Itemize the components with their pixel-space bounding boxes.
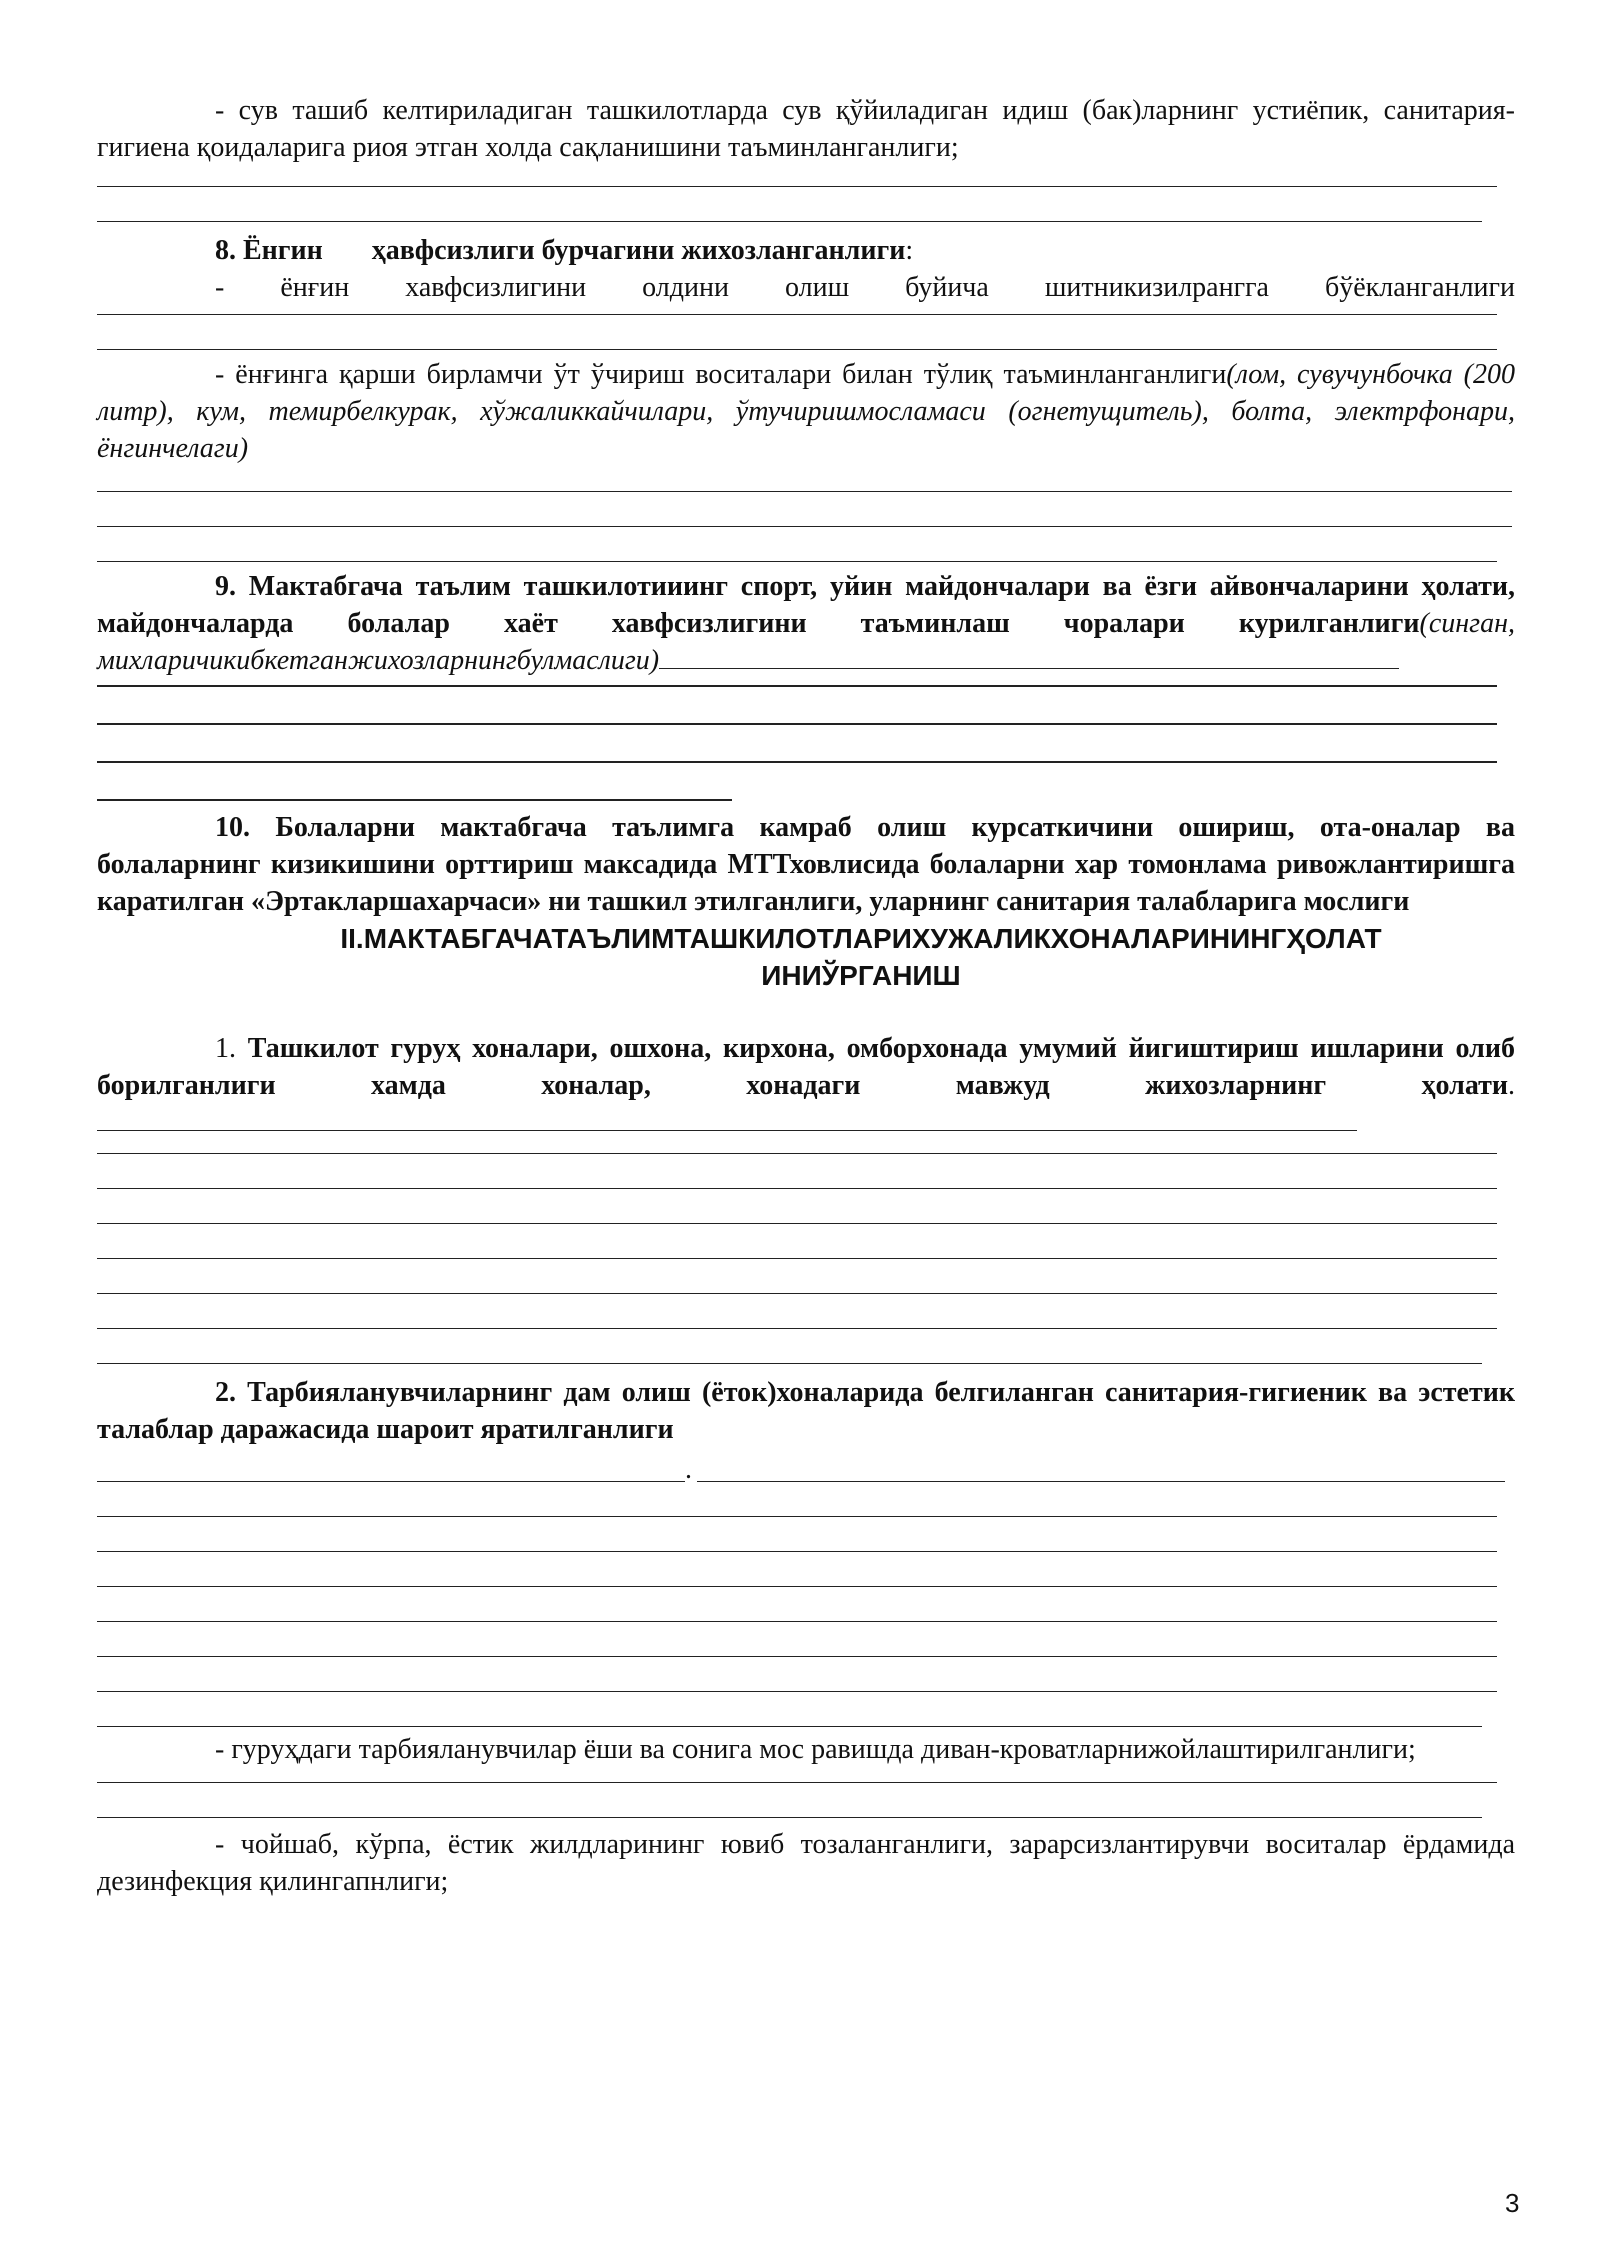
separator-dot: . (685, 1454, 692, 1485)
item-8-sub2 (97, 356, 1515, 467)
document-page (97, 92, 1515, 1900)
section-2-item-1-number: 1. (215, 1033, 248, 1064)
item-9-italic: (синган, михларичикибкетганжихозларнингбулмаслиги) (97, 608, 1515, 676)
item-8-sub1: - ёнғин хавфсизлигини олдини олиш буйича шитникизилрангга бўёкланганлиги (215, 272, 1515, 303)
blank-line (659, 668, 1399, 669)
item-9-paragraph (97, 568, 1515, 679)
paragraph-linen: - чойшаб, кўрпа, ёстик жилдларининг ювиб тозаланганлиги, зарарсизлантирувчи воситалар ёрдамида дезинфекция қилингапнлиги; (97, 1829, 1515, 1897)
item-10-paragraph: 10. Болаларни мактабгача таълимга камраб олиш курсаткичини ошириш, ота-оналар ва болаларнинг кизикишини орттириш максадида МТТховлисида болаларни хар томонлама ривожлантиришга каратилган «Эртакларшахарчаси» ни ташкил этилганлиги, уларнинг санитария талабларига мослиги (97, 812, 1515, 917)
item-8-sub2-italic: (лом, сувучунбочка (200 литр), кум, темирбелкурак, хўжаликкайчилари, ўтучиришмосламаси (огнетущитель), болта, электрфонари, ёнгинчелаги) (97, 359, 1516, 464)
item-9-title: 9. Мактабгача таълим ташкилотииинг спорт, уйин майдончалари ва ёзги айвончаларини ҳолати, майдончаларда болалар хаёт хавфсизлигини таъминлаш чоралари курилганлиги (97, 571, 1515, 639)
section-2-item-1-text: Ташкилот гуруҳ хоналари, ошхона, кирхона, омборхонада умумий йигиштириш ишларини олиб борилганлиги хамда хоналар, хонадаги мавжуд жихозларнинг ҳолати (97, 1033, 1516, 1101)
split-blank-line (97, 1452, 1507, 1485)
blank-line (97, 1130, 1357, 1131)
item-8-heading (97, 232, 1515, 269)
paragraph-water-tanks: - сув ташиб келтириладиган ташкилотларда сув қўйиладиган идиш (бак)ларнинг устиёпик, санитария-гигиена қоидаларига риоя этган холда сақланишини таъминланганлиги; (97, 95, 1515, 163)
section-2-title-line2: ИНИЎРГАНИШ (761, 960, 961, 991)
blank-line (97, 1481, 685, 1482)
item-8-title: 8. Ёнгин ҳавфсизлиги бурчагини жихозланганлиги (215, 235, 906, 266)
section-2-item-2: 2. Тарбияланувчиларнинг дам олиш (ёток)хоналарида белгиланган санитария-гигиеник ва эстетик талаблар даражасида шароит яратилганлиги (97, 1377, 1515, 1445)
item-8-colon: : (905, 235, 914, 266)
paragraph-beds: - гуруҳдаги тарбияланувчилар ёши ва сонига мос равишда диван-кроватларнижойлаштирилганлиги; (215, 1734, 1416, 1765)
page-number: 3 (1505, 2188, 1520, 2218)
blank-line (697, 1481, 1505, 1482)
item-8-sub2-text: - ёнғинга қарши бирламчи ўт ўчириш воситалари билан тўлиқ таъминланганлиги (215, 359, 1227, 390)
section-2-title-line1: II.МАКТАБГАЧАТАЪЛИМТАШКИЛОТЛАРИХУЖАЛИКХОНАЛАРИНИНГҲОЛАТ (340, 923, 1382, 954)
section-2-item-1 (97, 1030, 1515, 1141)
section-2-item-1-dot: . (1508, 1070, 1515, 1101)
